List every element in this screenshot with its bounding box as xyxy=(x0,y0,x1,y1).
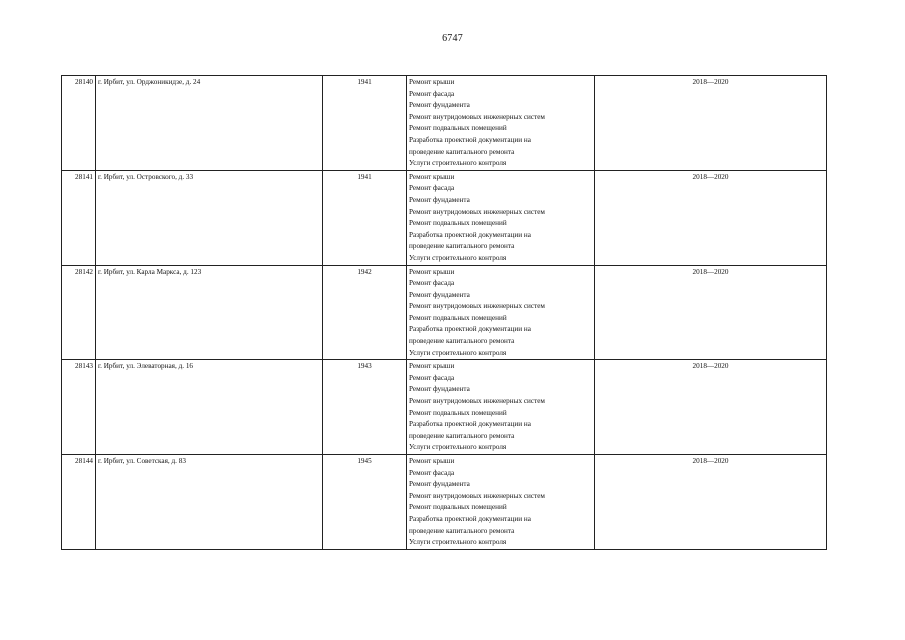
work-item: Ремонт фасада xyxy=(409,468,455,477)
work-item: Ремонт фундамента xyxy=(409,101,470,110)
row-works xyxy=(407,265,595,360)
row-year: 1941 xyxy=(323,170,407,265)
work-item: Услуги строительного контроля xyxy=(409,159,507,168)
table-row xyxy=(62,455,827,550)
work-item: Ремонт крыши xyxy=(409,78,455,86)
row-period: 2018—2020 xyxy=(595,360,827,455)
work-item: Услуги строительного контроля xyxy=(409,348,507,357)
work-item: Ремонт фасада xyxy=(409,89,455,98)
work-item: Ремонт фундамента xyxy=(409,195,470,204)
row-number: 28141 xyxy=(62,170,96,265)
work-item: Разработка проектной документации на xyxy=(409,230,531,239)
row-address: г. Ирбит, ул. Элеваторная, д. 16 xyxy=(96,360,323,455)
work-item: Ремонт крыши xyxy=(409,457,455,465)
work-item: Услуги строительного контроля xyxy=(409,538,507,547)
work-item: Разработка проектной документации на xyxy=(409,420,531,429)
registry-table-body xyxy=(62,76,827,550)
work-item: Ремонт подвальных помещений xyxy=(409,219,507,228)
row-number: 28143 xyxy=(62,360,96,455)
work-item: Разработка проектной документации на xyxy=(409,325,531,334)
row-period: 2018—2020 xyxy=(595,455,827,550)
work-item: Разработка проектной документации на xyxy=(409,514,531,523)
work-item: Разработка проектной документации на xyxy=(409,135,531,144)
work-item: проведение капитального ремонта xyxy=(409,147,515,156)
work-item: Ремонт подвальных помещений xyxy=(409,313,507,322)
row-period: 2018—2020 xyxy=(595,76,827,171)
page-number: 6747 xyxy=(442,33,463,44)
table-row xyxy=(62,265,827,360)
work-item: Ремонт крыши xyxy=(409,172,455,181)
work-item: Ремонт фасада xyxy=(409,279,455,288)
row-works xyxy=(407,170,595,265)
work-item: Ремонт подвальных помещений xyxy=(409,124,507,133)
row-number: 28140 xyxy=(62,76,96,171)
work-item: Ремонт крыши xyxy=(409,267,455,276)
work-item: проведение капитального ремонта xyxy=(409,526,515,535)
row-address: г. Ирбит, ул. Островского, д. 33 xyxy=(96,170,323,265)
registry-table xyxy=(61,75,827,550)
row-year: 1943 xyxy=(323,360,407,455)
work-item: Ремонт внутридомовых инженерных систем xyxy=(409,112,545,121)
work-item: Услуги строительного контроля xyxy=(409,443,507,452)
work-item: Ремонт фасада xyxy=(409,373,455,382)
work-item: Ремонт фасада xyxy=(409,184,455,193)
row-period: 2018—2020 xyxy=(595,265,827,360)
work-item: проведение капитального ремонта xyxy=(409,431,515,440)
work-item: Ремонт внутридомовых инженерных систем xyxy=(409,491,545,500)
row-address: г. Ирбит, ул. Советская, д. 83 xyxy=(96,455,323,550)
row-period: 2018—2020 xyxy=(595,170,827,265)
work-item: Услуги строительного контроля xyxy=(409,253,507,262)
work-item: Ремонт подвальных помещений xyxy=(409,408,507,417)
table-row xyxy=(62,76,827,171)
row-number: 28144 xyxy=(62,455,96,550)
work-item: Ремонт внутридомовых инженерных систем xyxy=(409,397,545,406)
row-year: 1945 xyxy=(323,455,407,550)
row-address: г. Ирбит, ул. Карла Маркса, д. 123 xyxy=(96,265,323,360)
row-address: г. Ирбит, ул. Орджоникидзе, д. 24 xyxy=(96,76,323,171)
row-works xyxy=(407,360,595,455)
table-row xyxy=(62,360,827,455)
work-item: проведение капитального ремонта xyxy=(409,242,515,251)
work-item: Ремонт крыши xyxy=(409,362,455,371)
row-number: 28142 xyxy=(62,265,96,360)
work-item: Ремонт подвальных помещений xyxy=(409,503,507,512)
table-row xyxy=(62,170,827,265)
work-item: проведение капитального ремонта xyxy=(409,337,515,346)
row-works xyxy=(407,76,595,171)
work-item: Ремонт фундамента xyxy=(409,480,470,489)
row-works xyxy=(407,455,595,550)
work-item: Ремонт фундамента xyxy=(409,385,470,394)
row-year: 1942 xyxy=(323,265,407,360)
work-item: Ремонт фундамента xyxy=(409,290,470,299)
work-item: Ремонт внутридомовых инженерных систем xyxy=(409,302,545,311)
row-year: 1941 xyxy=(323,76,407,171)
work-item: Ремонт внутридомовых инженерных систем xyxy=(409,207,545,216)
